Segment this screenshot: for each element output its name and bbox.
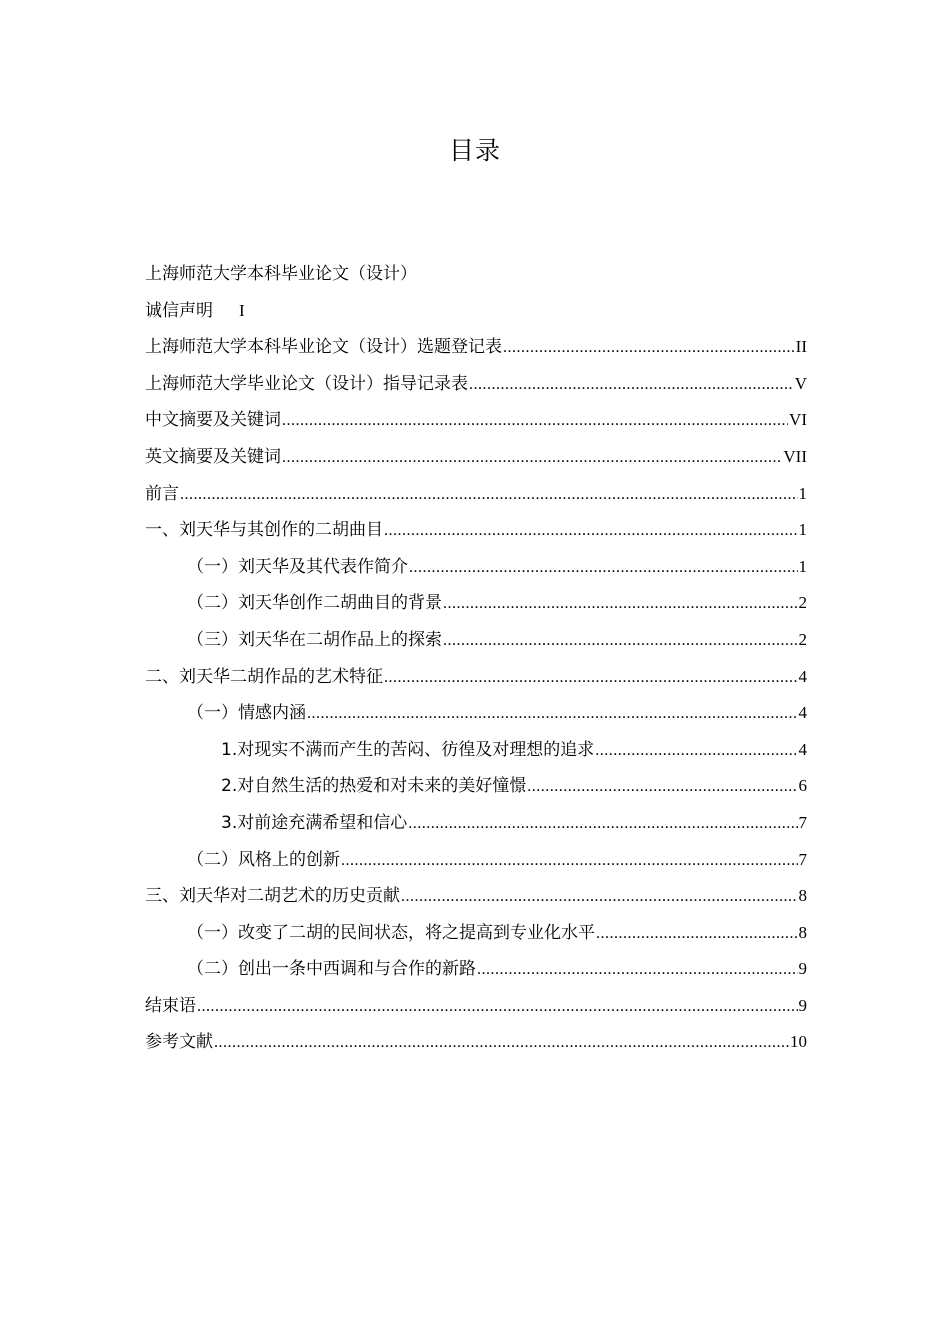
toc-dot-leader <box>282 440 782 476</box>
toc-page-number: 8 <box>798 886 807 906</box>
toc-page-number: V <box>794 373 807 393</box>
toc-page-number: 2 <box>798 629 807 649</box>
toc-page-number: 4 <box>798 739 807 759</box>
toc-dot-leader <box>409 550 798 586</box>
toc-entry-title: 前言 <box>145 483 179 504</box>
toc-dot-leader <box>503 330 795 366</box>
toc-dot-leader <box>282 403 788 439</box>
toc-entry-title: 3.对前途充满希望和信心 <box>221 812 408 833</box>
toc-dot-leader <box>180 477 798 513</box>
toc-page-number: 6 <box>798 776 807 796</box>
toc-entry-title: （三）刘天华在二胡作品上的探索 <box>187 629 442 650</box>
page-title: 目录 <box>448 136 501 165</box>
toc-entry[interactable] <box>145 256 807 293</box>
toc-entry-title: 上海师范大学本科毕业论文（设计） <box>145 264 417 284</box>
toc-entry[interactable] <box>145 695 807 732</box>
toc-page-number: 4 <box>798 703 807 723</box>
toc-entry[interactable] <box>145 1024 807 1061</box>
toc-dot-leader <box>408 806 797 842</box>
toc-page-number: 8 <box>798 922 807 942</box>
toc-entry-title: 2.对自然生活的热爱和对未来的美好憧憬 <box>221 776 527 797</box>
toc-entry-title: （二）风格上的创新 <box>187 849 340 870</box>
toc-page-number: 7 <box>798 812 807 832</box>
toc-entry-title: （二）创出一条中西调和与合作的新路 <box>187 959 476 980</box>
toc-dot-leader <box>197 989 798 1025</box>
toc-entry[interactable] <box>145 988 807 1025</box>
toc-page-number: 1 <box>798 520 807 540</box>
toc-dot-leader <box>443 586 798 622</box>
toc-page-number: VII <box>783 446 807 466</box>
toc-entry-title: （一）刘天华及其代表作简介 <box>187 556 408 577</box>
toc-page-number: 9 <box>798 995 807 1015</box>
toc-entry-title: 结束语 <box>145 995 196 1016</box>
toc-entry[interactable] <box>145 622 807 659</box>
toc-page-number: 7 <box>798 849 807 869</box>
toc-entry-title: （一）改变了二胡的民间状态，将之提高到专业化水平 <box>187 922 595 943</box>
toc-entry-title: 上海师范大学本科毕业论文（设计）选题登记表 <box>145 337 502 358</box>
toc-entry[interactable] <box>145 329 807 366</box>
toc-entry[interactable] <box>145 768 807 805</box>
toc-dot-leader <box>443 623 798 659</box>
toc-entry-title: 一、刘天华与其创作的二胡曲目 <box>145 520 383 541</box>
toc-entry[interactable] <box>145 402 807 439</box>
toc-page-number: 1 <box>798 556 807 576</box>
toc-entry-title: 中文摘要及关键词 <box>145 410 281 431</box>
toc-page-number: 2 <box>798 593 807 613</box>
toc-entry-title: 二、刘天华二胡作品的艺术特征 <box>145 666 383 687</box>
toc-page-number: VI <box>789 410 807 430</box>
toc-page-number: 4 <box>798 666 807 686</box>
toc-page-number: 1 <box>798 483 807 503</box>
toc-entry[interactable] <box>145 476 807 513</box>
toc-dot-leader <box>341 843 798 879</box>
toc-entry-title: （二）刘天华创作二胡曲目的背景 <box>187 593 442 614</box>
toc-entry[interactable] <box>145 951 807 988</box>
toc-entry[interactable] <box>145 512 807 549</box>
toc-page-number: I <box>239 300 245 320</box>
table-of-contents <box>145 256 807 1061</box>
toc-entry[interactable] <box>145 805 807 842</box>
toc-dot-leader <box>527 769 797 805</box>
toc-entry[interactable] <box>145 549 807 586</box>
toc-entry[interactable] <box>145 585 807 622</box>
toc-entry[interactable] <box>145 732 807 769</box>
toc-entry-title: 诚信声明 <box>145 300 213 321</box>
toc-entry-title: 参考文献 <box>145 1032 213 1053</box>
toc-entry[interactable] <box>145 439 807 476</box>
toc-entry[interactable] <box>145 293 807 330</box>
toc-dot-leader <box>401 879 798 915</box>
toc-entry[interactable] <box>145 842 807 879</box>
toc-entry-title: 三、刘天华对二胡艺术的历史贡献 <box>145 886 400 907</box>
toc-dot-leader <box>477 952 798 988</box>
toc-dot-leader <box>469 367 794 403</box>
toc-entry-title: （一）情感内涵 <box>187 703 306 724</box>
toc-entry-title: 英文摘要及关键词 <box>145 446 281 467</box>
toc-page-number: 9 <box>798 959 807 979</box>
toc-dot-leader <box>595 733 797 769</box>
toc-dot-leader <box>596 916 798 952</box>
toc-entry-title: 上海师范大学毕业论文（设计）指导记录表 <box>145 373 468 394</box>
toc-entry[interactable] <box>145 659 807 696</box>
toc-entry[interactable] <box>145 915 807 952</box>
toc-entry[interactable] <box>145 366 807 403</box>
toc-dot-leader <box>214 1025 789 1061</box>
toc-entry[interactable] <box>145 878 807 915</box>
toc-entry-title: 1.对现实不满而产生的苦闷、彷徨及对理想的追求 <box>221 739 595 760</box>
toc-page-number: II <box>795 337 807 357</box>
toc-dot-leader <box>307 696 798 732</box>
toc-dot-leader <box>384 513 798 549</box>
toc-dot-leader <box>384 660 798 696</box>
toc-page-number: 10 <box>790 1032 807 1052</box>
